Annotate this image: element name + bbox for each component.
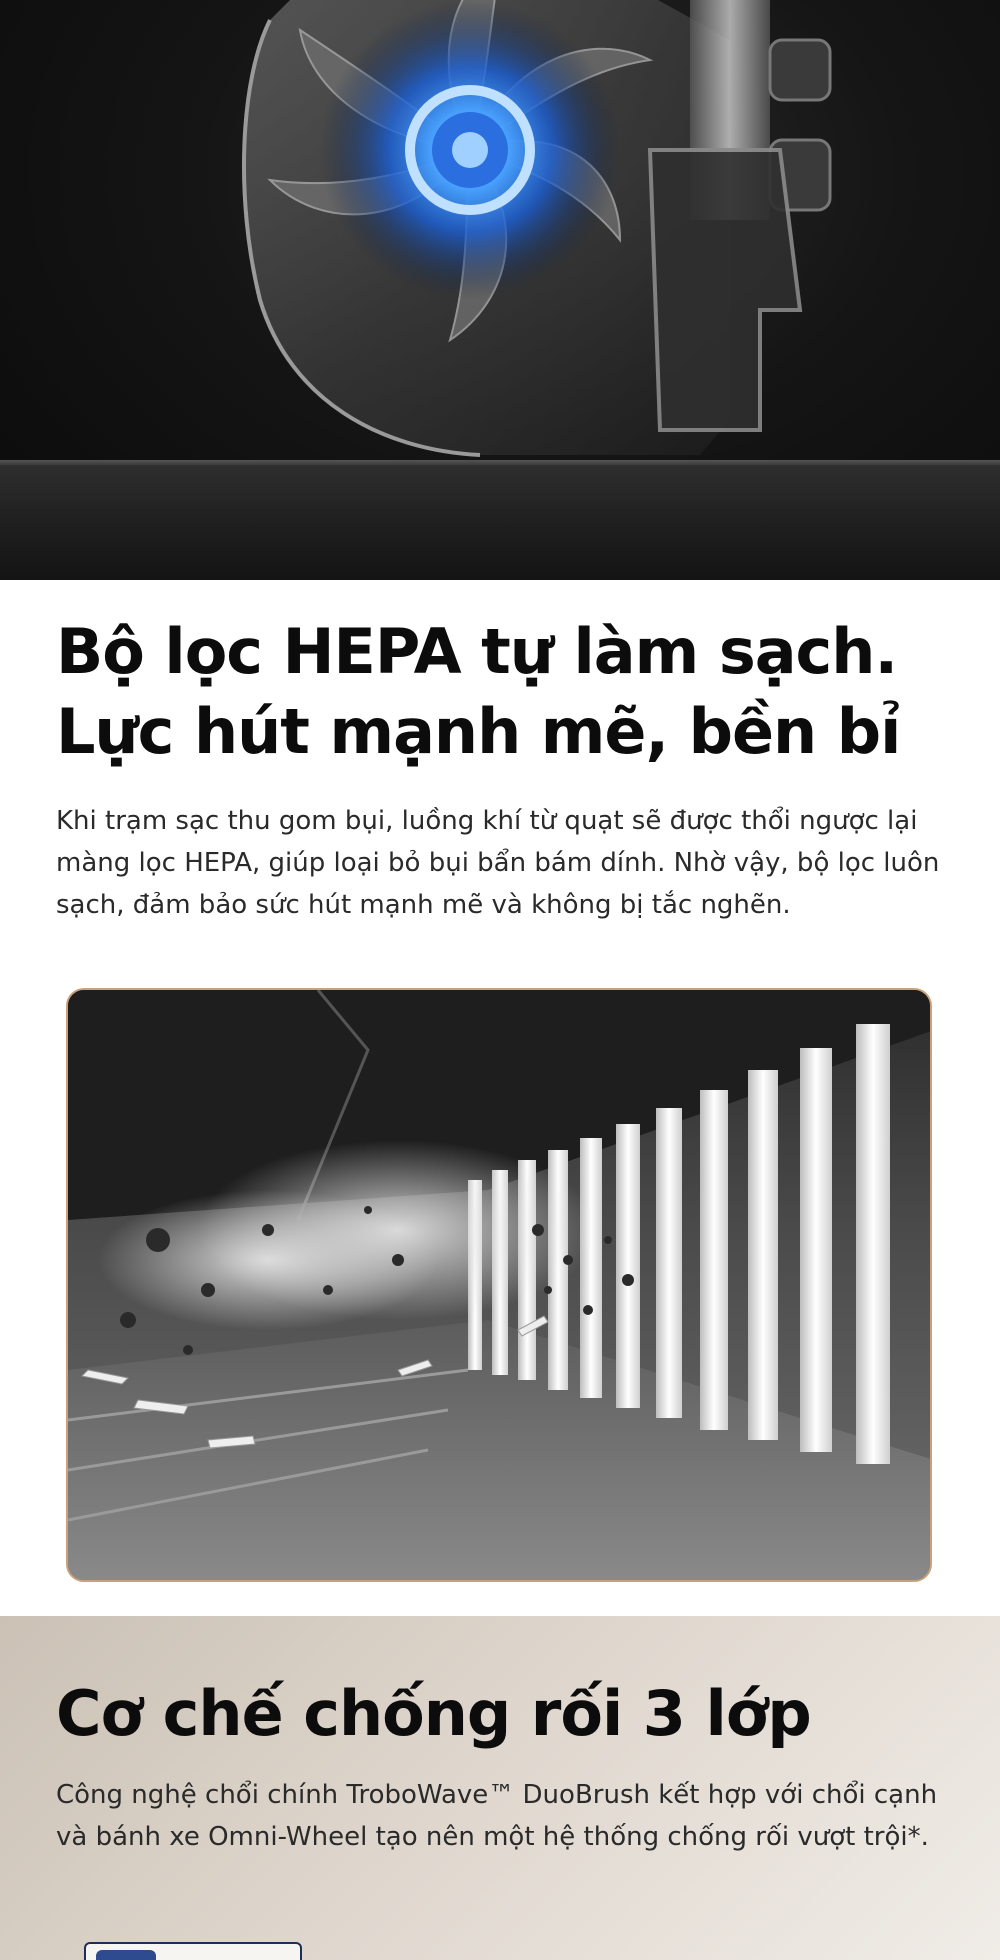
feature-badge bbox=[84, 1942, 302, 1960]
filter-illustration bbox=[68, 990, 932, 1582]
hepa-title-line1: Bộ lọc HEPA tự làm sạch. bbox=[56, 615, 898, 688]
brush-icon bbox=[96, 1950, 156, 1960]
motor-fan-image bbox=[0, 0, 1000, 580]
antitangle-description: Công nghệ chổi chính TroboWave™ DuoBrush kết hợp với chổi cạnh và bánh xe Omni-Wheel tạo nên một hệ thống chống rối vượt trội*. bbox=[56, 1780, 938, 1852]
hepa-description: Khi trạm sạc thu gom bụi, luồng khí từ quạt sẽ được thổi ngược lại màng lọc HEPA, giúp loại bỏ bụi bẩn bám dính. Nhờ vậy, bộ lọc luôn sạch, đảm bảo sức hút mạnh mẽ và không bị tắc nghẽn. bbox=[56, 806, 940, 920]
hepa-filter-image bbox=[66, 988, 932, 1582]
hepa-title bbox=[56, 612, 956, 772]
hero-section bbox=[0, 0, 1000, 580]
antitangle-section bbox=[0, 1616, 1000, 1960]
antitangle-title: Cơ chế chống rối 3 lớp bbox=[56, 1677, 811, 1750]
hepa-title-line2: Lực hút mạnh mẽ, bền bỉ bbox=[56, 695, 901, 768]
